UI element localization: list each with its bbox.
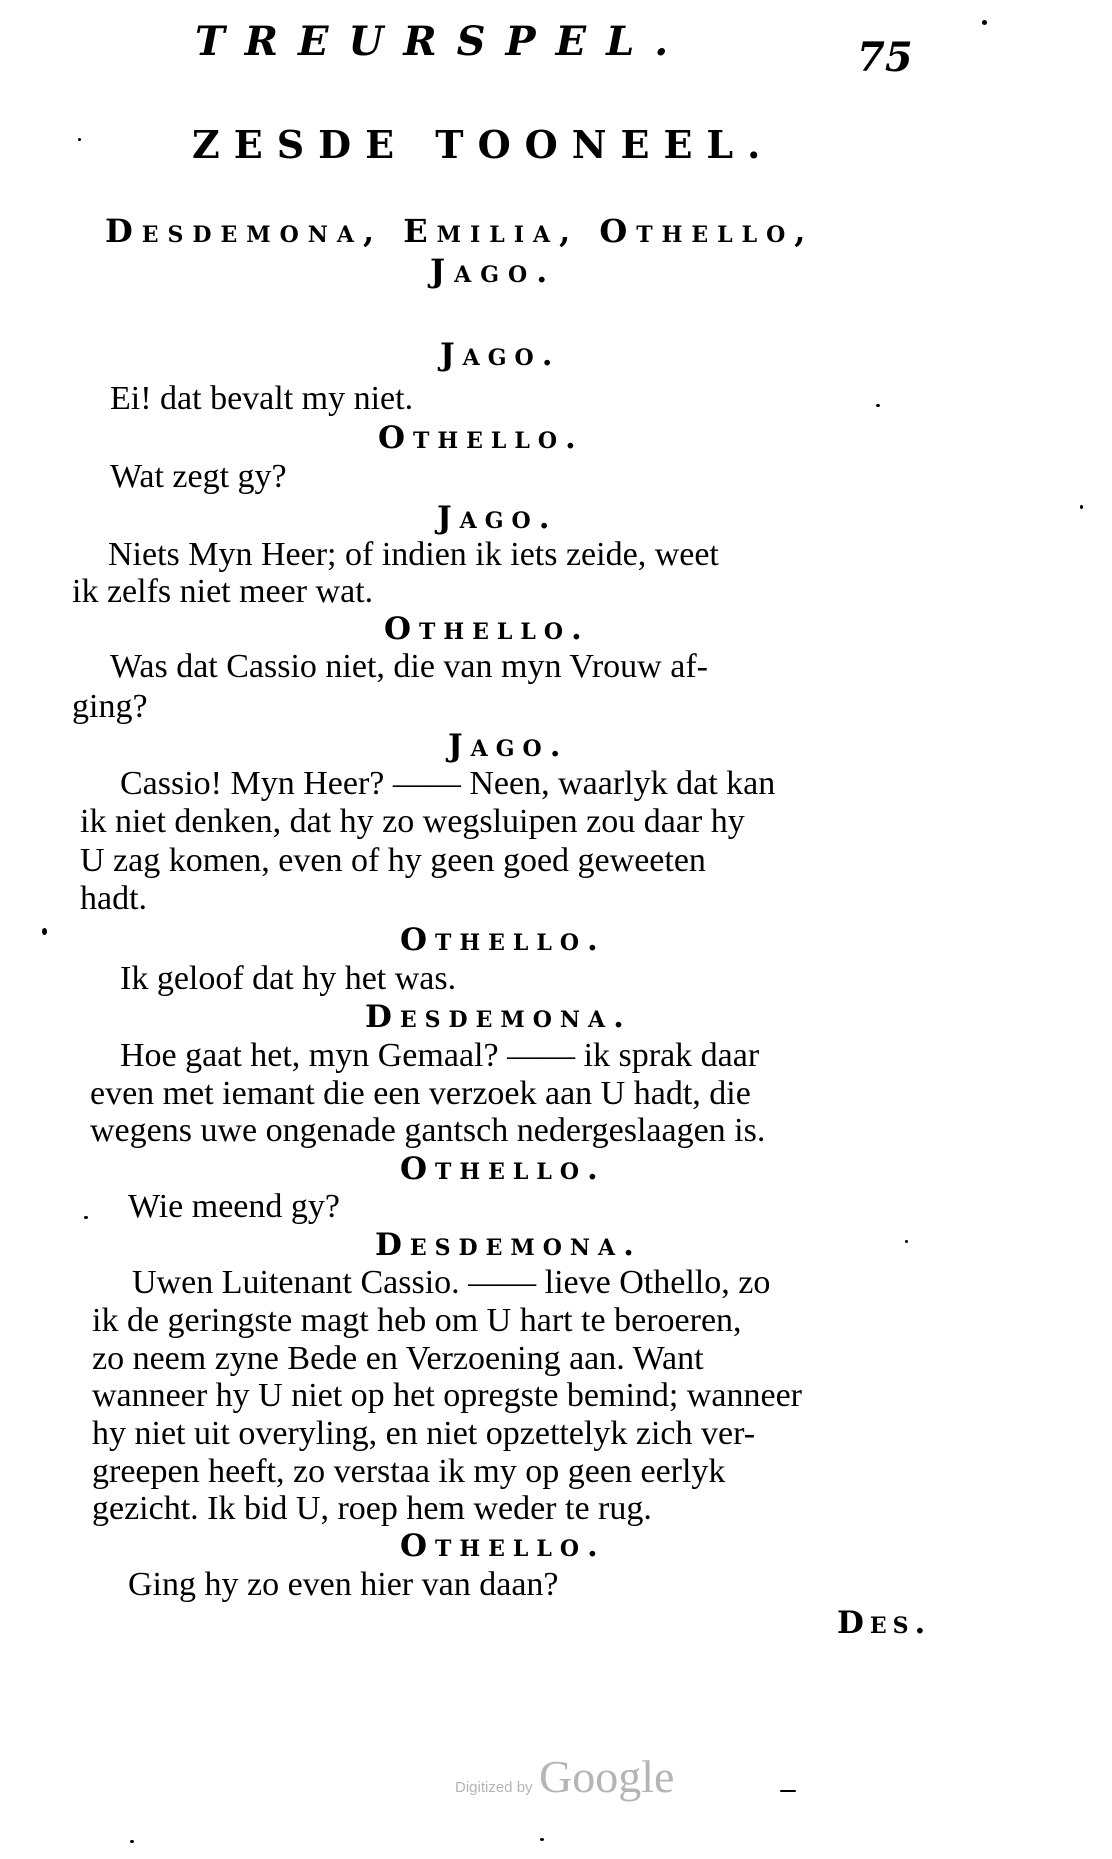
dialogue-line: U zag komen, even of hy geen goed geweeten bbox=[80, 842, 706, 879]
dialogue-line: Cassio! Myn Heer? —— Neen, waarlyk dat kan bbox=[120, 765, 776, 802]
dialogue-line: ik de geringste magt heb om U hart te beroeren, bbox=[92, 1302, 742, 1339]
scan-speck bbox=[84, 1216, 88, 1219]
speaker-name: Jago. bbox=[437, 500, 558, 536]
scan-speck bbox=[130, 1840, 134, 1843]
dialogue-line: zo neem zyne Bede en Verzoening aan. Want bbox=[92, 1340, 704, 1377]
speaker-name: Jago. bbox=[440, 337, 561, 373]
google-logo: Google bbox=[539, 1751, 675, 1802]
catchword: Des. bbox=[837, 1605, 932, 1641]
scan-speck bbox=[780, 1790, 796, 1792]
watermark-prefix: Digitized by bbox=[455, 1779, 533, 1796]
speaker-name: Othello. bbox=[400, 1151, 606, 1187]
scan-speck bbox=[876, 404, 880, 407]
scan-speck bbox=[78, 138, 81, 141]
speaker-name: Othello. bbox=[400, 922, 606, 958]
dialogue-line: ging? bbox=[72, 688, 148, 725]
dialogue-line: gezicht. Ik bid U, roep hem weder te rug. bbox=[92, 1490, 652, 1527]
running-head: TREURSPEL. bbox=[195, 18, 689, 65]
speaker-name: Othello. bbox=[400, 1528, 606, 1564]
scan-speck bbox=[42, 928, 47, 935]
dialogue-line: Hoe gaat het, myn Gemaal? —— ik sprak daar bbox=[120, 1037, 760, 1074]
speaker-name: Desdemona. bbox=[365, 999, 632, 1035]
dialogue-line: Ei! dat bevalt my niet. bbox=[110, 380, 414, 417]
speaker-name: Othello. bbox=[384, 611, 590, 647]
cast-list-line-2: Jago. bbox=[430, 252, 557, 290]
dialogue-line: Uwen Luitenant Cassio. —— lieve Othello, zo bbox=[132, 1264, 771, 1301]
scan-speck bbox=[540, 1838, 544, 1841]
dialogue-line: ik zelfs niet meer wat. bbox=[72, 573, 374, 610]
scan-speck bbox=[1080, 505, 1083, 509]
dialogue-line: even met iemant die een verzoek aan U hadt, die bbox=[90, 1075, 751, 1112]
page-number: 75 bbox=[857, 34, 913, 81]
scene-title: ZESDE TOONEEL. bbox=[192, 122, 775, 167]
scan-speck bbox=[982, 20, 987, 25]
dialogue-line: Niets Myn Heer; of indien ik iets zeide, weet bbox=[108, 536, 719, 573]
dialogue-line: Wat zegt gy? bbox=[110, 458, 287, 495]
dialogue-line: Was dat Cassio niet, die van myn Vrouw af- bbox=[110, 648, 708, 685]
dialogue-line: Wie meend gy? bbox=[128, 1188, 340, 1225]
scan-speck bbox=[905, 1240, 908, 1243]
dialogue-line: Ik geloof dat hy het was. bbox=[120, 960, 457, 997]
speaker-name: Jago. bbox=[448, 728, 569, 764]
speaker-name: Othello. bbox=[378, 420, 584, 456]
cast-list-line-1: Desdemona, Emilia, Othello, bbox=[105, 212, 815, 250]
dialogue-line: ik niet denken, dat hy zo wegsluipen zou daar hy bbox=[80, 803, 745, 840]
dialogue-line: Ging hy zo even hier van daan? bbox=[128, 1566, 559, 1603]
dialogue-line: greepen heeft, zo verstaa ik my op geen eerlyk bbox=[92, 1453, 726, 1490]
dialogue-line: wegens uwe ongenade gantsch nedergeslaagen is. bbox=[90, 1112, 766, 1149]
dialogue-line: wanneer hy U niet op het opregste bemind; wanneer bbox=[92, 1377, 802, 1414]
speaker-name: Desdemona. bbox=[375, 1227, 642, 1263]
dialogue-line: hy niet uit overyling, en niet opzettelyk zich ver- bbox=[92, 1415, 756, 1452]
dialogue-line: hadt. bbox=[80, 880, 148, 917]
digitized-watermark bbox=[455, 1750, 674, 1803]
